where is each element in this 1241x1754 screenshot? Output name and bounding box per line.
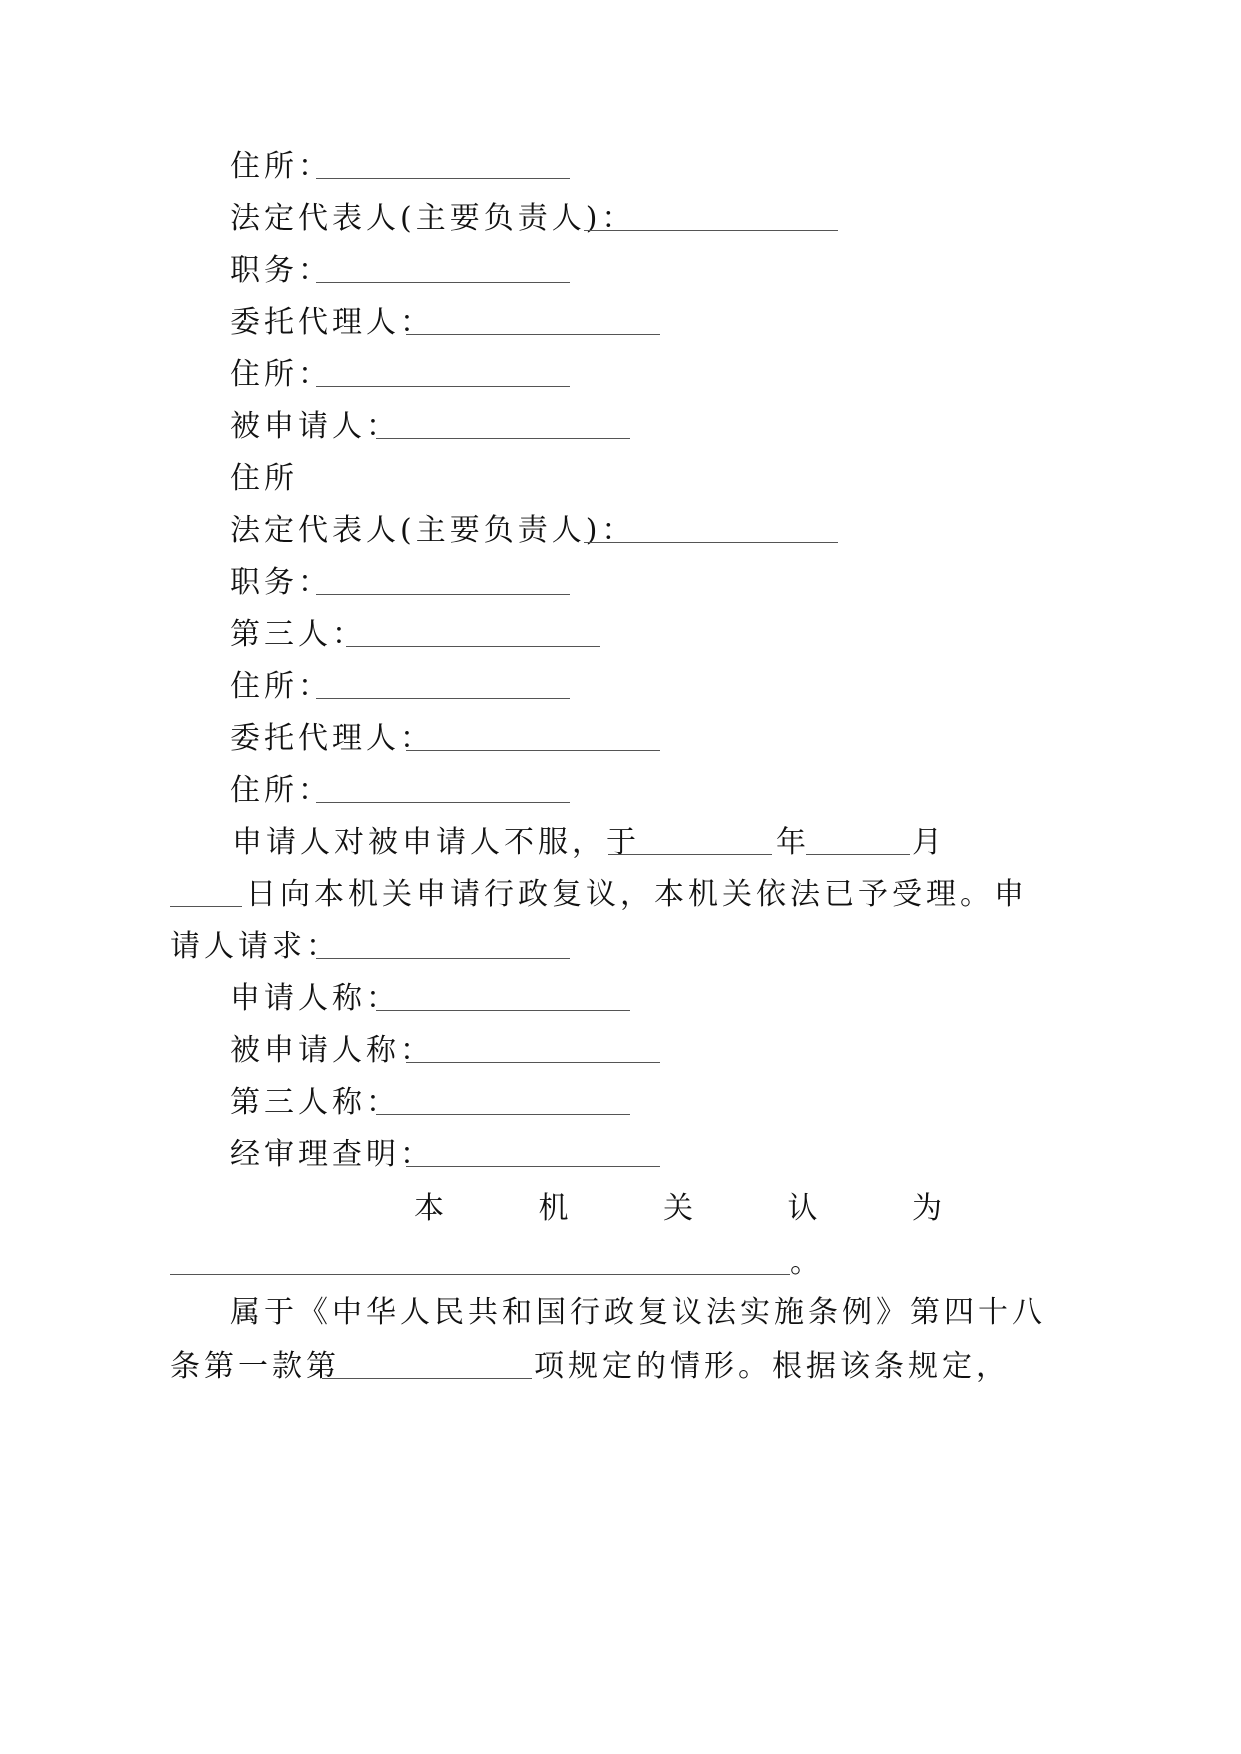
third-party-agent-address-line <box>0 762 1241 820</box>
address-blank[interactable] <box>316 386 570 387</box>
legal-rep-label: 法定代表人(主要负责人)： <box>230 201 636 236</box>
month-label: 月 <box>912 825 946 860</box>
paragraph-application-line-1 <box>0 814 1241 872</box>
third-party-blank[interactable] <box>346 646 600 647</box>
respondent-statement-line <box>0 1022 1241 1080</box>
address-label: 住所： <box>230 773 332 808</box>
paragraph-application-line-2 <box>0 866 1241 924</box>
third-party-statement-line <box>0 1074 1241 1132</box>
full-stop: 。 <box>790 1245 824 1280</box>
applicant-statement-label: 申请人称： <box>230 981 400 1016</box>
applicant-address-line <box>0 138 1241 196</box>
opinion-char: 机 <box>538 1191 569 1226</box>
paragraph-regulation-line-2 <box>0 1338 1241 1396</box>
opinion-heading <box>414 1180 942 1238</box>
legal-rep-line <box>0 190 1241 248</box>
agent-blank[interactable] <box>406 334 660 335</box>
agent-address-line <box>0 346 1241 404</box>
finding-line <box>0 1126 1241 1184</box>
address-label: 住所： <box>230 669 332 704</box>
paragraph-text: 属于《中华人民共和国行政复议法实施条例》第四十八 <box>230 1295 1046 1330</box>
year-label: 年 <box>776 825 810 860</box>
position-label: 职务： <box>230 253 332 288</box>
respondent-legal-rep-line <box>0 502 1241 560</box>
address-blank[interactable] <box>316 698 570 699</box>
legal-rep-blank[interactable] <box>584 542 838 543</box>
finding-label: 经审理查明： <box>230 1137 434 1172</box>
address-label: 住所 <box>230 461 298 496</box>
respondent-position-line <box>0 554 1241 612</box>
address-blank[interactable] <box>316 802 570 803</box>
legal-rep-label: 法定代表人(主要负责人)： <box>230 513 636 548</box>
address-label: 住所： <box>230 149 332 184</box>
third-party-label: 第三人： <box>230 617 366 652</box>
opinion-blank[interactable] <box>170 1274 790 1275</box>
third-party-statement-label: 第三人称： <box>230 1085 400 1120</box>
respondent-statement-blank[interactable] <box>406 1062 660 1063</box>
year-blank[interactable] <box>608 854 772 855</box>
opinion-char: 为 <box>912 1191 942 1226</box>
opinion-char: 关 <box>663 1191 693 1226</box>
third-party-address-line <box>0 658 1241 716</box>
agent-label: 委托代理人： <box>230 305 434 340</box>
agent-label: 委托代理人： <box>230 721 434 756</box>
agent-line <box>0 294 1241 352</box>
respondent-line <box>0 398 1241 456</box>
opinion-heading-line <box>0 1180 1241 1238</box>
month-blank[interactable] <box>806 854 910 855</box>
applicant-statement-line <box>0 970 1241 1028</box>
third-party-statement-blank[interactable] <box>376 1114 630 1115</box>
third-party-line <box>0 606 1241 664</box>
position-label: 职务： <box>230 565 332 600</box>
third-party-agent-line <box>0 710 1241 768</box>
position-blank[interactable] <box>316 594 570 595</box>
opinion-char: 本 <box>414 1191 444 1226</box>
agent-blank[interactable] <box>406 750 660 751</box>
item-number-blank[interactable] <box>322 1378 532 1379</box>
respondent-label: 被申请人： <box>230 409 400 444</box>
finding-blank[interactable] <box>406 1166 660 1167</box>
address-blank[interactable] <box>316 178 570 179</box>
address-label: 住所： <box>230 357 332 392</box>
respondent-statement-label: 被申请人称： <box>230 1033 434 1068</box>
day-blank[interactable] <box>170 906 242 907</box>
paragraph-application-line-3 <box>0 918 1241 976</box>
paragraph-text: 申请人对被申请人不服，于 <box>232 825 640 860</box>
legal-rep-blank[interactable] <box>584 230 838 231</box>
request-label: 请人请求： <box>170 929 340 964</box>
paragraph-text: 条第一款第 <box>170 1349 340 1384</box>
applicant-statement-blank[interactable] <box>376 1010 630 1011</box>
paragraph-text: 项规定的情形。根据该条规定， <box>534 1349 1010 1384</box>
respondent-address-line <box>0 450 1241 508</box>
paragraph-regulation-line-1 <box>0 1284 1241 1342</box>
respondent-blank[interactable] <box>376 438 630 439</box>
position-line <box>0 242 1241 300</box>
opinion-char: 认 <box>787 1191 818 1226</box>
request-blank[interactable] <box>316 958 570 959</box>
paragraph-text: 日向本机关申请行政复议，本机关依法已予受理。申 <box>246 877 1028 912</box>
position-blank[interactable] <box>316 282 570 283</box>
